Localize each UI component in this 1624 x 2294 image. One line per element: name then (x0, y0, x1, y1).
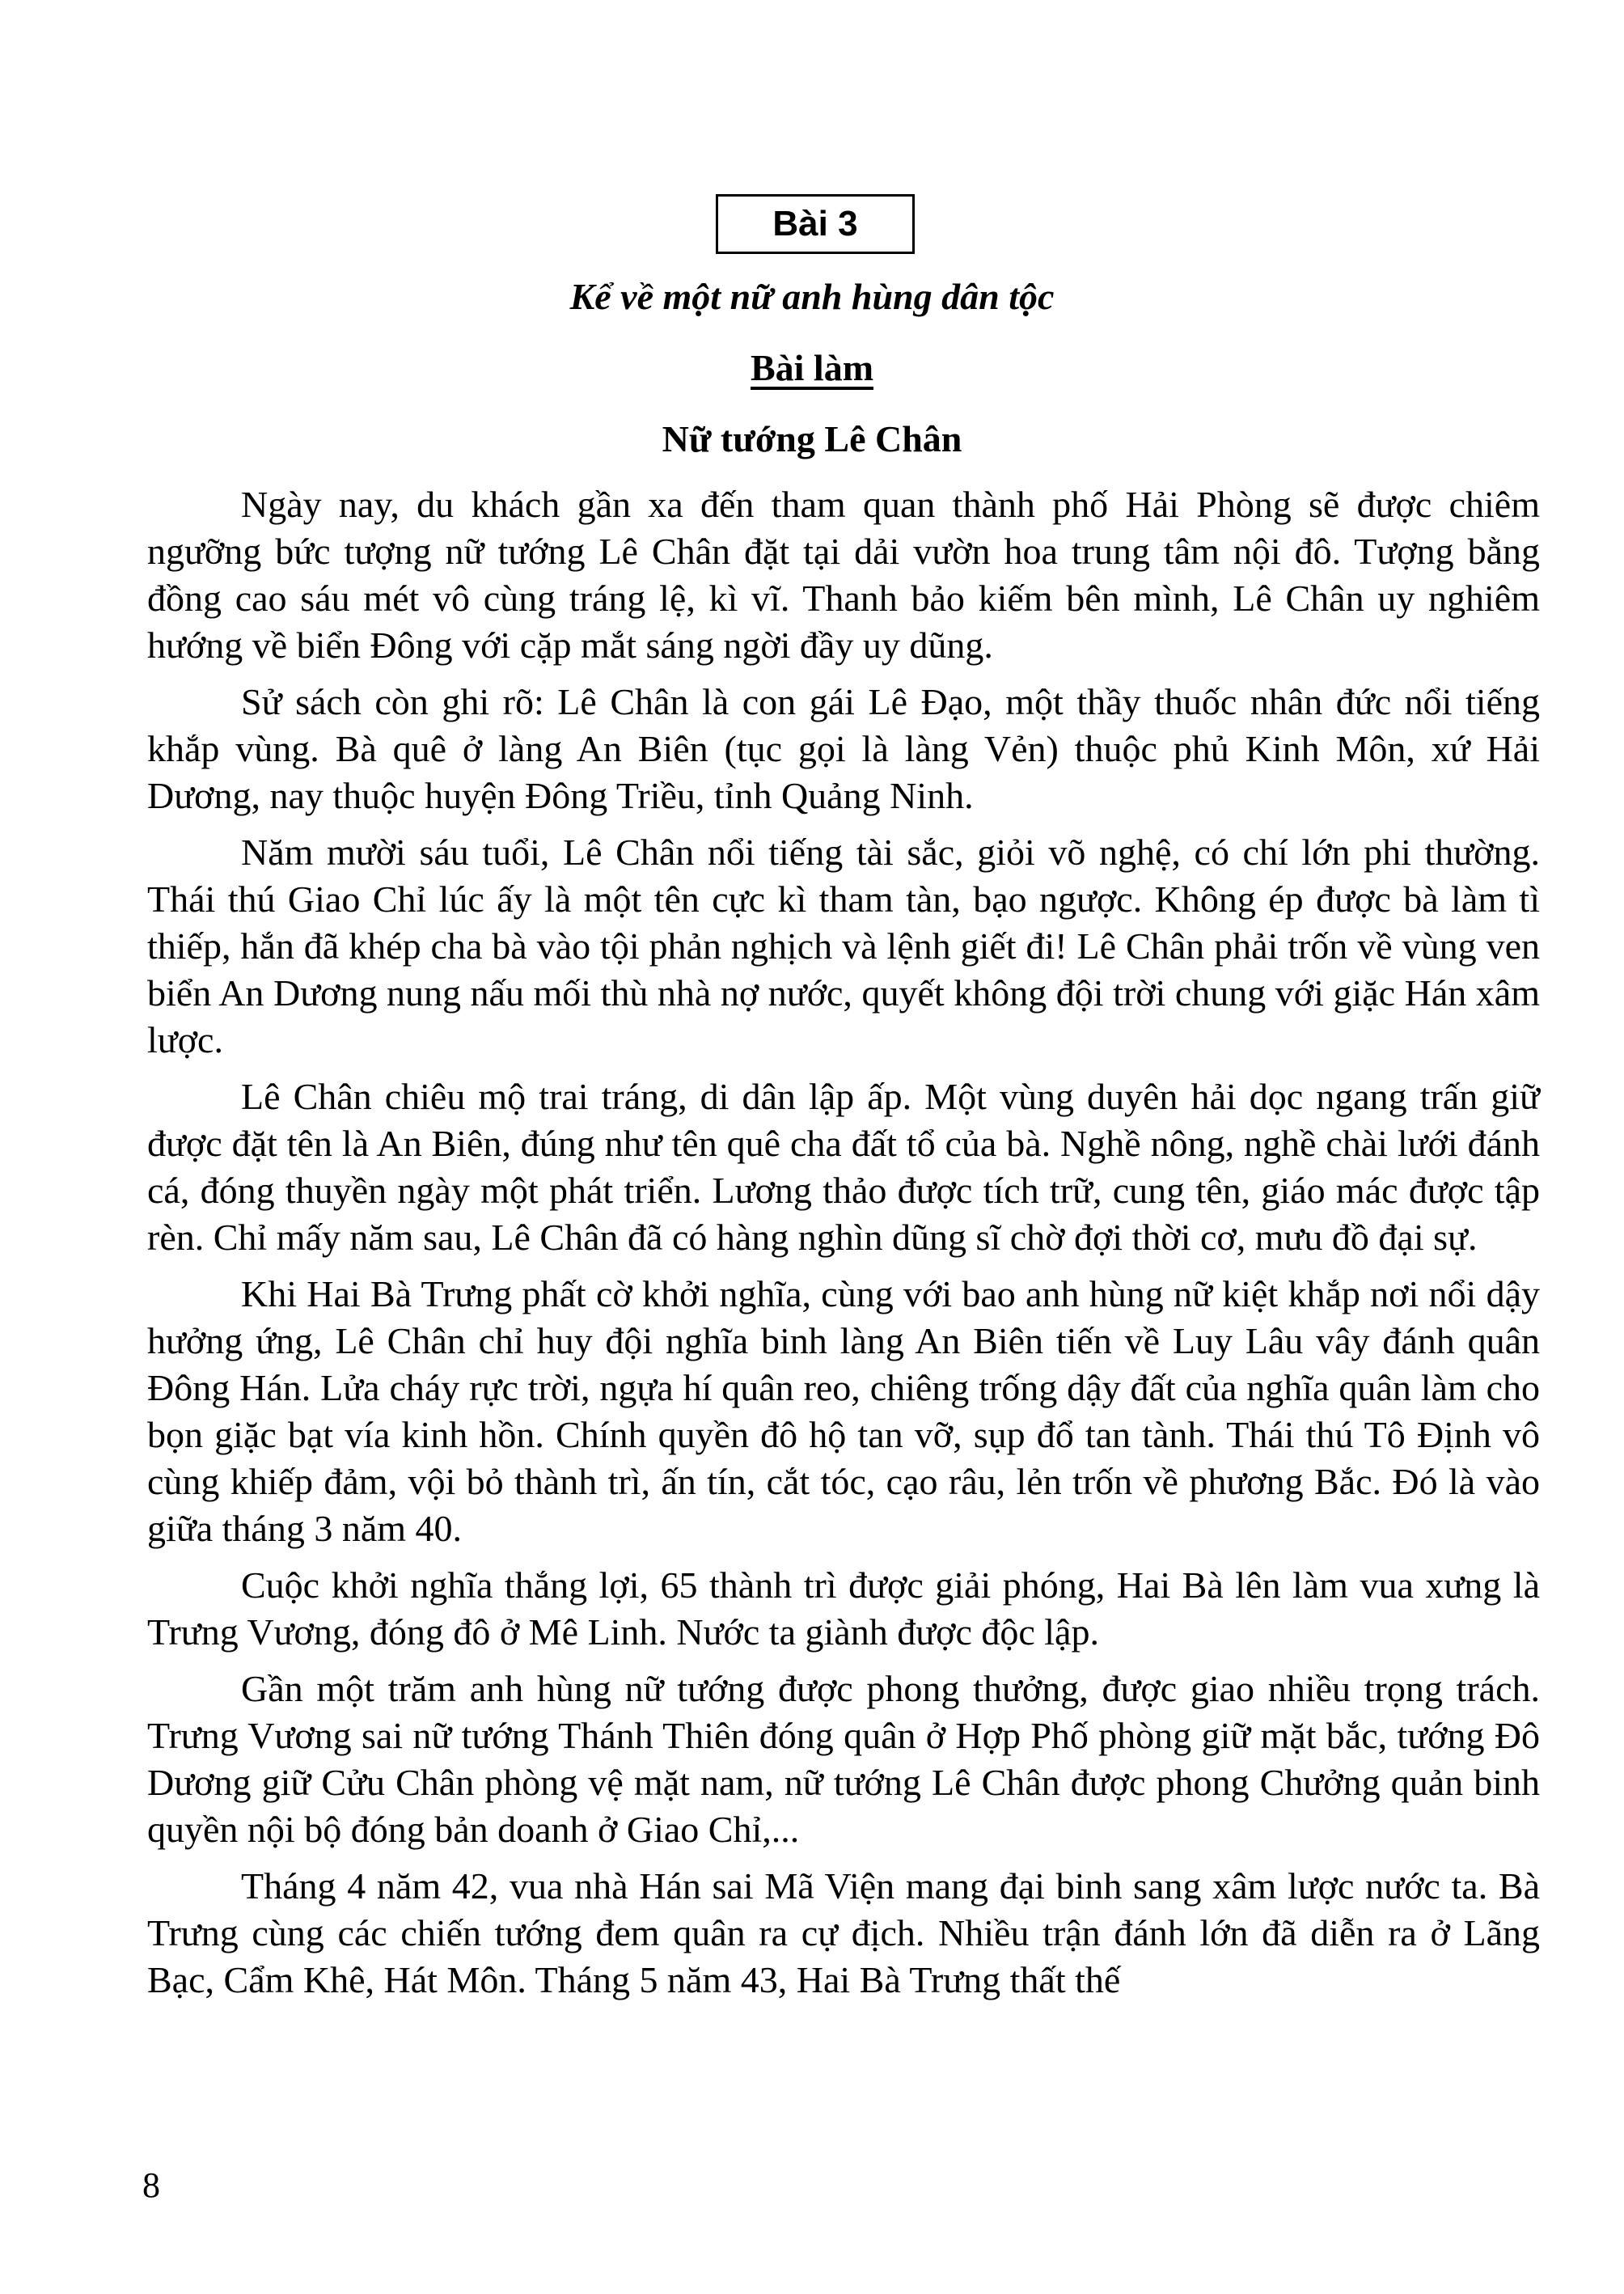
essay-title: Nữ tướng Lê Chân (662, 418, 962, 459)
paragraph: Lê Chân chiêu mộ trai tráng, di dân lập ấp. Một vùng duyên hải dọc ngang trấn giữ được đặt tên là An Biên, đúng như tên quê cha đất tổ của bà. Nghề nông, nghề chài lưới đánh cá, đóng thuyền ngày một phát triển. Lương thảo được tích trữ, cung tên, giáo mác được tập rèn. Chỉ mấy năm sau, Lê Chân đã có hàng nghìn dũng sĩ chờ đợi thời cơ, mưu đồ đại sự. (147, 1076, 1540, 1258)
assignment-prompt: Kể về một nữ anh hùng dân tộc (569, 276, 1055, 317)
lesson-number-box (716, 194, 915, 254)
essay-body (147, 481, 1540, 2013)
paragraph: Tháng 4 năm 42, vua nhà Hán sai Mã Viện mang đại binh sang xâm lược nước ta. Bà Trưng cùng các chiến tướng đem quân ra cự địch. Nhiều trận đánh lớn đã diễn ra ở Lãng Bạc, Cẩm Khê, Hát Môn. Tháng 5 năm 43, Hai Bà Trưng thất thế (147, 1865, 1540, 2000)
paragraph: Gần một trăm anh hùng nữ tướng được phong thưởng, được giao nhiều trọng trách. Trưng Vương sai nữ tướng Thánh Thiên đóng quân ở Hợp Phố phòng giữ mặt bắc, tướng Đô Dương giữ Cửu Chân phòng vệ mặt nam, nữ tướng Lê Chân được phong Chưởng quản binh quyền nội bộ đóng bản doanh ở Giao Chỉ,... (147, 1668, 1540, 1850)
page-number: 8 (142, 2165, 160, 2205)
lesson-label: Bài 3 (772, 204, 858, 243)
section-heading (0, 346, 1624, 389)
paragraph: Sử sách còn ghi rõ: Lê Chân là con gái Lê Đạo, một thầy thuốc nhân đức nổi tiếng khắp vùng. Bà quê ở làng An Biên (tục gọi là làng Vẻn) thuộc phủ Kinh Môn, xứ Hải Dương, nay thuộc huyện Đông Triều, tỉnh Quảng Ninh. (147, 681, 1540, 816)
paragraph: Năm mười sáu tuổi, Lê Chân nổi tiếng tài sắc, giỏi võ nghệ, có chí lớn phi thường. Thái thú Giao Chỉ lúc ấy là một tên cực kì tham tàn, bạo ngược. Không ép được bà làm tì thiếp, hắn đã khép cha bà vào tội phản nghịch và lệnh giết đi! Lê Chân phải trốn về vùng ven biển An Dương nung nấu mối thù nhà nợ nước, quyết không đội trời chung với giặc Hán xâm lược. (147, 832, 1540, 1060)
paragraph: Cuộc khởi nghĩa thắng lợi, 65 thành trì được giải phóng, Hai Bà lên làm vua xưng là Trưng Vương, đóng đô ở Mê Linh. Nước ta giành được độc lập. (147, 1564, 1540, 1653)
section-label: Bài làm (750, 347, 874, 388)
paragraph: Khi Hai Bà Trưng phất cờ khởi nghĩa, cùng với bao anh hùng nữ kiệt khắp nơi nổi dậy hưởng ứng, Lê Chân chỉ huy đội nghĩa binh làng An Biên tiến về Luy Lâu vây đánh quân Đông Hán. Lửa cháy rực trời, ngựa hí quân reo, chiêng trống dậy đất của nghĩa quân làm cho bọn giặc bạt vía kinh hồn. Chính quyền đô hộ tan vỡ, sụp đổ tan tành. Thái thú Tô Định vô cùng khiếp đảm, vội bỏ thành trì, ấn tín, cắt tóc, cạo râu, lẻn trốn về phương Bắc. Đó là vào giữa tháng 3 năm 40. (147, 1273, 1540, 1549)
paragraph: Ngày nay, du khách gần xa đến tham quan thành phố Hải Phòng sẽ được chiêm ngưỡng bức tượng nữ tướng Lê Chân đặt tại dải vườn hoa trung tâm nội đô. Tượng bằng đồng cao sáu mét vô cùng tráng lệ, kì vĩ. Thanh bảo kiếm bên mình, Lê Chân uy nghiêm hướng về biển Đông với cặp mắt sáng ngời đầy uy dũng. (147, 484, 1540, 666)
